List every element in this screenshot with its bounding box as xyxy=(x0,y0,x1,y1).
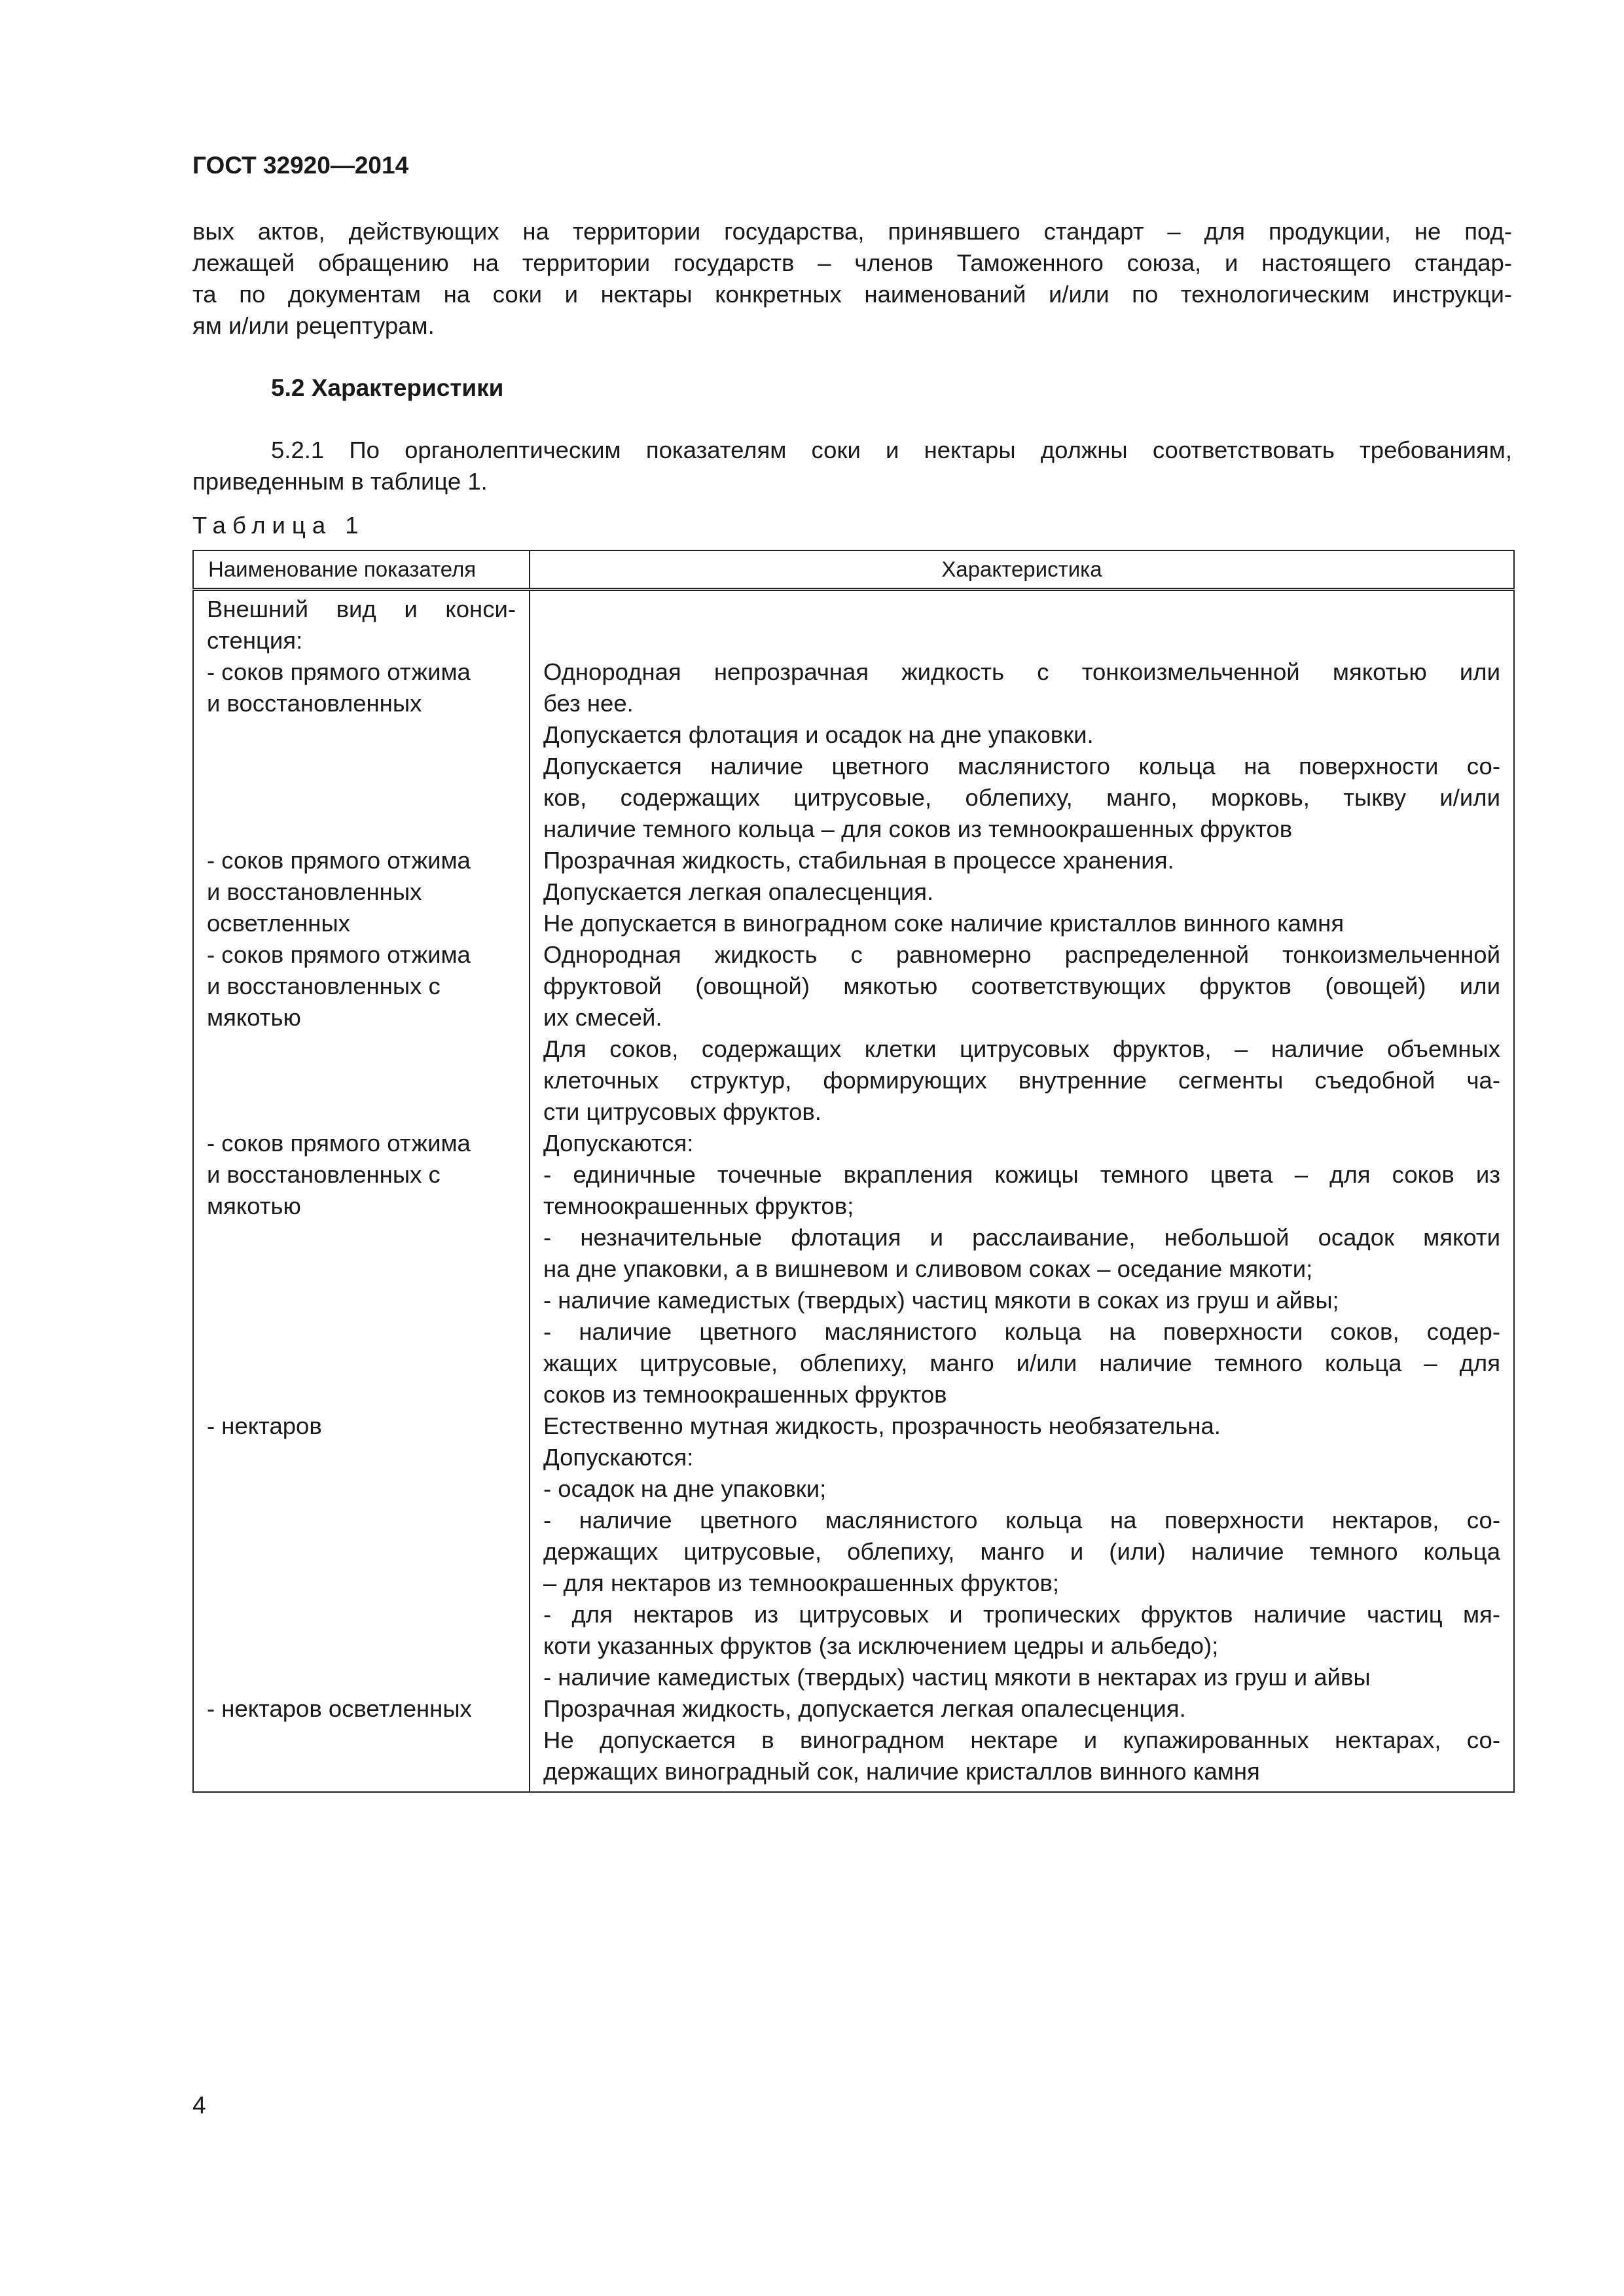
indicator-name-cell xyxy=(193,1693,530,1792)
table-caption: Таблица 1 xyxy=(192,512,365,539)
intro-paragraph xyxy=(192,216,1512,342)
characteristic-line xyxy=(543,594,1500,625)
indicator-name-line: - нектаров xyxy=(207,1412,322,1439)
characteristic-line: сти цитрусовых фруктов. xyxy=(543,1098,821,1125)
table-header-row xyxy=(193,550,1514,590)
table-row xyxy=(193,1128,1514,1410)
characteristic-cell xyxy=(530,1410,1514,1693)
characteristic-line: наличие темного кольца – для соков из темноокрашенных фруктов xyxy=(543,816,1293,842)
indicator-name-line: - соков прямого отжима xyxy=(207,658,471,685)
characteristic-line: Допускается флотация и осадок на дне упаковки. xyxy=(543,721,1094,748)
indicator-name-cell xyxy=(193,845,530,939)
characteristic-line: Допускается наличие цветного маслянистого кольца на поверхности со- xyxy=(543,753,1500,780)
characteristic-line: Естественно мутная жидкость, прозрачность необязательна. xyxy=(543,1412,1221,1439)
indicator-name-line: - соков прямого отжима xyxy=(207,847,471,874)
characteristic-line: держащих виноградный сок, наличие кристаллов винного камня xyxy=(543,1758,1260,1785)
characteristic-line: - незначительные флотация и расслаивание, небольшой осадок мякоти xyxy=(543,1224,1500,1251)
characteristic-line: Не допускается в виноградном нектаре и купажированных нектарах, со- xyxy=(543,1727,1500,1753)
characteristics-table xyxy=(192,550,1515,1793)
characteristic-line: коти указанных фруктов (за исключением цедры и альбедо); xyxy=(543,1632,1219,1659)
header-indicator-name: Наименование показателя xyxy=(193,550,530,590)
indicator-name-cell xyxy=(193,939,530,1128)
intro-line: вых актов, действующих на территории государства, принявшего стандарт – для продукции, не под- xyxy=(192,218,1512,245)
characteristic-line: клеточных структур, формирующих внутренние сегменты съедобной ча- xyxy=(543,1067,1500,1094)
characteristic-cell xyxy=(530,590,1514,846)
clause-line: приведенным в таблице 1. xyxy=(192,468,488,495)
characteristic-cell xyxy=(530,1128,1514,1410)
characteristic-line: на дне упаковки, а в вишневом и сливовом соках – оседание мякоти; xyxy=(543,1255,1313,1282)
characteristic-line: - наличие камедистых (твердых) частиц мякоти в соках из груш и айвы; xyxy=(543,1287,1339,1314)
indicator-name-cell xyxy=(193,590,530,846)
characteristic-line: соков из темноокрашенных фруктов xyxy=(543,1381,947,1408)
indicator-name-line: Внешний вид и конси- xyxy=(207,596,516,622)
indicator-name-line: мякотью xyxy=(207,1004,301,1031)
characteristic-line: жащих цитрусовые, облепиху, манго и/или наличие темного кольца – для xyxy=(543,1350,1500,1376)
characteristic-line: Для соков, содержащих клетки цитрусовых фруктов, – наличие объемных xyxy=(543,1035,1500,1062)
indicator-name-line: и восстановленных с xyxy=(207,1161,441,1188)
indicator-name-line: - соков прямого отжима xyxy=(207,941,471,968)
page-number: 4 xyxy=(192,2092,206,2119)
indicator-name-cell xyxy=(193,1128,530,1410)
characteristic-line: - наличие камедистых (твердых) частиц мякоти в нектарах из груш и айвы xyxy=(543,1664,1371,1691)
clause-paragraph xyxy=(192,435,1512,497)
indicator-name-line: и восстановленных xyxy=(207,878,422,905)
table-row xyxy=(193,939,1514,1128)
characteristic-line: держащих цитрусовые, облепиху, манго и (или) наличие темного кольца xyxy=(543,1538,1500,1565)
characteristic-cell xyxy=(530,845,1514,939)
characteristic-line: Прозрачная жидкость, допускается легкая опалесценция. xyxy=(543,1695,1186,1722)
characteristic-line xyxy=(543,625,1500,656)
characteristic-line: - для нектаров из цитрусовых и тропических фруктов наличие частиц мя- xyxy=(543,1601,1500,1628)
section-heading: 5.2 Характеристики xyxy=(271,374,504,401)
table-row xyxy=(193,1410,1514,1693)
characteristic-line: - наличие цветного маслянистого кольца на поверхности нектаров, со- xyxy=(543,1507,1500,1534)
table-row xyxy=(193,590,1514,846)
characteristic-line: Допускаются: xyxy=(543,1444,694,1471)
characteristic-line: – для нектаров из темноокрашенных фруктов; xyxy=(543,1570,1060,1596)
table-row xyxy=(193,845,1514,939)
characteristic-line: Однородная непрозрачная жидкость с тонкоизмельченной мякотью или xyxy=(543,658,1500,685)
indicator-name-line: стенция: xyxy=(207,627,303,654)
intro-line: та по документам на соки и нектары конкретных наименований и/или по технологическим инструкци- xyxy=(192,281,1512,308)
indicator-name-cell xyxy=(193,1410,530,1693)
indicator-name-line: и восстановленных с xyxy=(207,973,441,999)
characteristic-line: - наличие цветного маслянистого кольца на поверхности соков, содер- xyxy=(543,1318,1500,1345)
characteristic-line: - осадок на дне упаковки; xyxy=(543,1475,827,1502)
indicator-name-line: осветленных xyxy=(207,910,350,937)
characteristic-line: ков, содержащих цитрусовые, облепиху, манго, морковь, тыкву и/или xyxy=(543,784,1500,811)
document-code: ГОСТ 32920—2014 xyxy=(192,152,409,179)
characteristic-line: темноокрашенных фруктов; xyxy=(543,1193,854,1219)
table-body xyxy=(193,590,1514,1793)
characteristic-line: Допускаются: xyxy=(543,1130,694,1157)
table-row xyxy=(193,1693,1514,1792)
intro-line: ям и/или рецептурам. xyxy=(192,312,435,339)
header-characteristic: Характеристика xyxy=(530,550,1514,590)
characteristic-line: их смесей. xyxy=(543,1004,662,1031)
indicator-name-line: - нектаров осветленных xyxy=(207,1695,472,1722)
characteristic-cell xyxy=(530,939,1514,1128)
indicator-name-line: мякотью xyxy=(207,1193,301,1219)
characteristic-line: фруктовой (овощной) мякотью соответствующих фруктов (овощей) или xyxy=(543,973,1500,999)
characteristic-line: без нее. xyxy=(543,690,634,717)
indicator-name-line: и восстановленных xyxy=(207,690,422,717)
clause-line: 5.2.1 По органолептическим показателям соки и нектары должны соответствовать требованиям, xyxy=(271,437,1512,463)
characteristic-line: - единичные точечные вкрапления кожицы темного цвета – для соков из xyxy=(543,1161,1500,1188)
characteristic-line: Не допускается в виноградном соке наличие кристаллов винного камня xyxy=(543,910,1344,937)
characteristic-line: Однородная жидкость с равномерно распределенной тонкоизмельченной xyxy=(543,941,1500,968)
intro-line: лежащей обращению на территории государств – членов Таможенного союза, и настоящего стандар- xyxy=(192,249,1512,276)
indicator-name-line: - соков прямого отжима xyxy=(207,1130,471,1157)
characteristic-line: Допускается легкая опалесценция. xyxy=(543,878,934,905)
characteristic-line: Прозрачная жидкость, стабильная в процессе хранения. xyxy=(543,847,1174,874)
characteristic-cell xyxy=(530,1693,1514,1792)
